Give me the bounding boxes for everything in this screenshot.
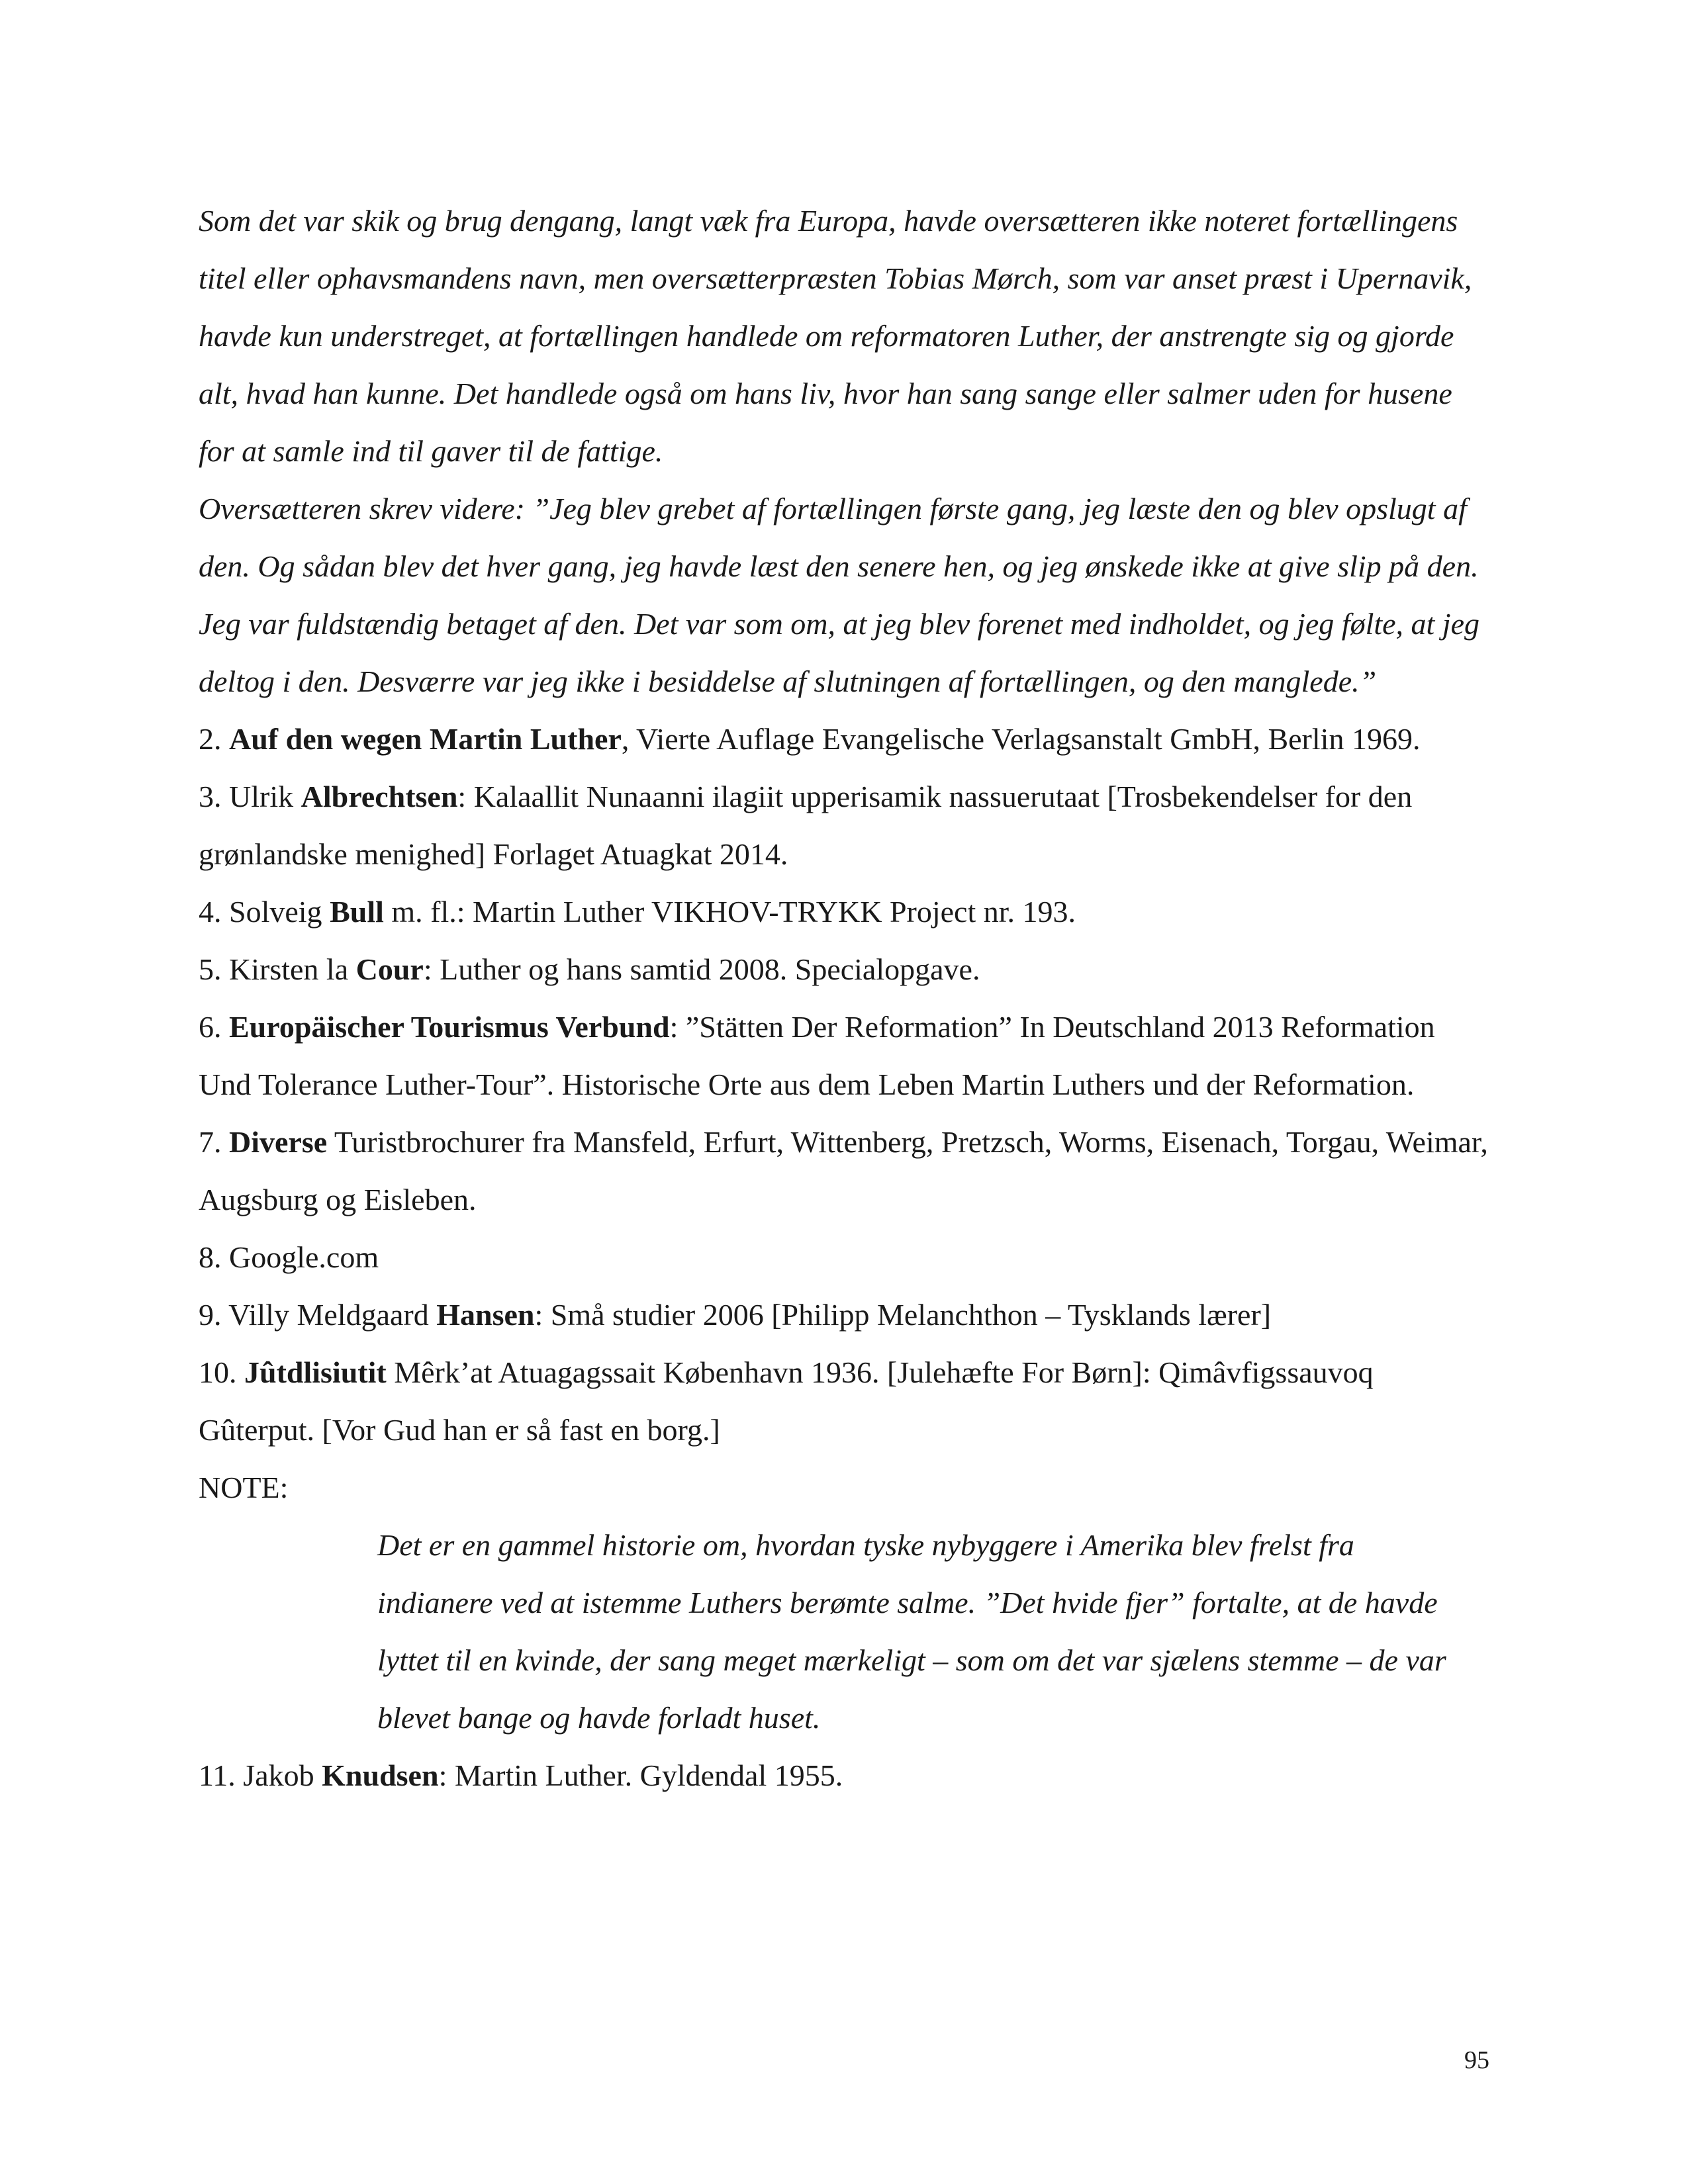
reference-item: 5. Kirsten la Cour: Luther og hans samtid 2008. Specialopgave. [199, 952, 980, 986]
note-label: NOTE: [199, 1471, 289, 1504]
intro-paragraph-2: Oversætteren skrev videre: ”Jeg blev grebet af fortællingen første gang, jeg læste den og blev opslugt af den. Og sådan blev det hver gang, jeg havde læst den senere hen, og jeg ønskede ikke at give slip på den. Jeg var fuldstændig betaget af den. Det var som om, at jeg blev forenet med indholdet, og jeg følte, at jeg deltog i den. Desværre var jeg ikke i besiddelse af slutningen af fortællingen, og den manglede.” [199, 492, 1480, 698]
document-body [199, 192, 1489, 1804]
reference-item: 7. Diverse Turistbrochurer fra Mansfeld, Erfurt, Wittenberg, Pretzsch, Worms, Eisenach, Torgau, Weimar, Augsburg og Eisleben. [199, 1125, 1488, 1216]
note-text: Det er en gammel historie om, hvordan tyske nybyggere i Amerika blev frelst fra indianere ved at istemme Luthers berømte salme. ”Det hvide fjer” fortalte, at de havde lyttet til en kvinde, der sang meget mærkeligt – som om det var sjælens stemme – de var blevet bange og havde forladt huset. [377, 1528, 1446, 1735]
reference-item: 4. Solveig Bull m. fl.: Martin Luther VIKHOV-TRYKK Project nr. 193. [199, 895, 1076, 929]
reference-item: 2. Auf den wegen Martin Luther, Vierte Auflage Evangelische Verlagsanstalt GmbH, Berlin 1969. [199, 722, 1421, 756]
reference-item: 11. Jakob Knudsen: Martin Luther. Gyldendal 1955. [199, 1758, 843, 1792]
reference-item: 10. Jûtdlisiutit Mêrk’at Atuagagssait København 1936. [Julehæfte For Børn]: Qimâvfigssauvoq Gûterput. [Vor Gud han er så fast en borg.] [199, 1355, 1374, 1447]
reference-item: 8. Google.com [199, 1240, 379, 1274]
reference-item: 3. Ulrik Albrechtsen: Kalaallit Nunaanni ilagiit upperisamik nassuerutaat [Trosbekendelser for den grønlandske menighed] Forlaget Atuagkat 2014. [199, 780, 1413, 871]
reference-item: 6. Europäischer Tourismus Verbund: ”Stätten Der Reformation” In Deutschland 2013 Reformation Und Tolerance Luther-Tour”. Historische Orte aus dem Leben Martin Luthers und der Reformation. [199, 1010, 1435, 1101]
reference-item: 9. Villy Meldgaard Hansen: Små studier 2006 [Philipp Melanchthon – Tysklands lærer] [199, 1298, 1272, 1332]
page-number: 95 [1464, 2046, 1489, 2074]
intro-paragraph-1: Som det var skik og brug dengang, langt væk fra Europa, havde oversætteren ikke noteret fortællingens titel eller ophavsmandens navn, men oversætterpræsten Tobias Mørch, som var anset præst i Upernavik, havde kun understreget, at fortællingen handlede om reformatoren Luther, der anstrengte sig og gjorde alt, hvad han kunne. Det handlede også om hans liv, hvor han sang sange eller salmer uden for husene for at samle ind til gaver til de fattige. [199, 204, 1472, 468]
